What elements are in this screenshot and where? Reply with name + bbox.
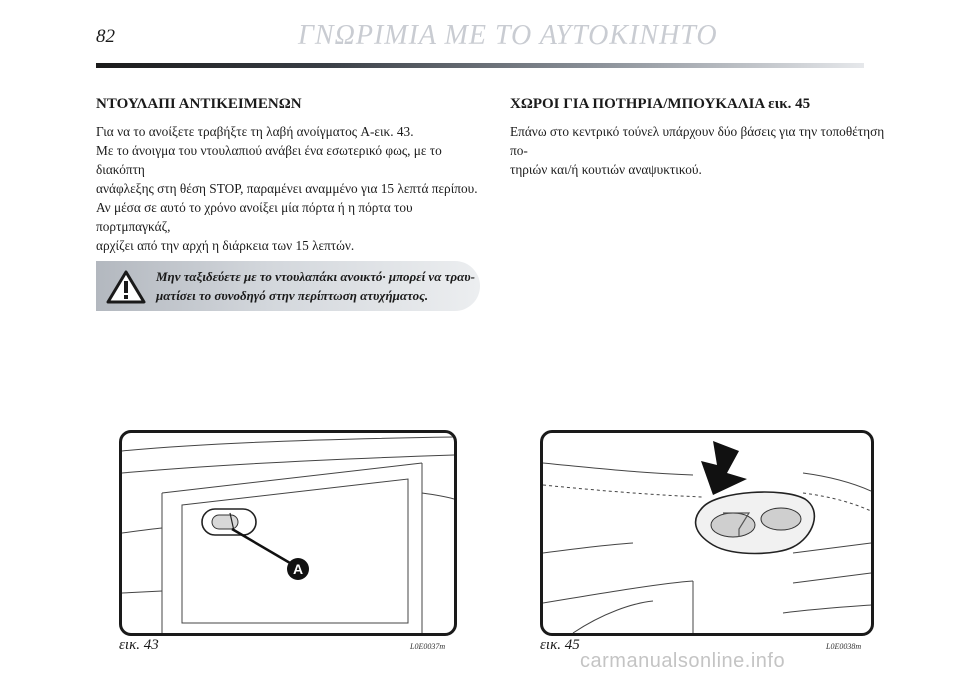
warning-line: ματίσει το συνοδηγό στην περίπτωση ατυχήματος.: [156, 288, 429, 303]
paragraph-line: Επάνω στο κεντρικό τούνελ υπάρχουν δύο βάσεις για την τοποθέτηση πο-: [510, 124, 885, 158]
figure-43-caption: εικ. 43: [119, 637, 159, 653]
cupholder-icon: [696, 492, 815, 553]
paragraph-line: ανάφλεξης στη θέση STOP, παραμένει αναμμένο για 15 λεπτά περίπου.: [96, 181, 478, 196]
glovebox-section-title: ΝΤΟΥΛΑΠΙ ΑΝΤΙΚΕΙΜΕΝΩΝ: [96, 96, 302, 112]
figure-43-glovebox: [119, 430, 457, 636]
watermark: carmanualsonline.info: [580, 650, 786, 672]
chapter-title: ΓΝΩΡΙΜΙΑ ΜΕ ΤΟ ΑΥΤΟΚΙΝΗΤΟ: [298, 20, 718, 51]
figure-45-code: L0E0038m: [826, 642, 862, 651]
warning-triangle-icon: [106, 270, 146, 304]
paragraph-line: τηριών και/ή κουτιών αναψυκτικού.: [510, 162, 702, 177]
paragraph-line: Με το άνοιγμα του ντουλαπιού ανάβει ένα εσωτερικό φως, με το διακόπτη: [96, 143, 442, 177]
callout-a-label: A: [292, 561, 304, 577]
warning-line: Μην ταξιδεύετε με το ντουλαπάκι ανοικτό· μπορεί να τραυ-: [156, 269, 476, 284]
cupholder-illustration: [543, 433, 871, 633]
warning-text: [156, 267, 476, 305]
glovebox-illustration: [122, 433, 454, 633]
page-number: 82: [96, 26, 115, 47]
glovebox-handle-icon: [202, 509, 256, 535]
header-rule: [96, 63, 864, 68]
cupholder-paragraph: [510, 122, 890, 179]
paragraph-line: Αν μέσα σε αυτό το χρόνο ανοίξει μία πόρτα ή η πόρτα του πορτμπαγκάζ,: [96, 200, 413, 234]
cupholder-section-title: ΧΩΡΟΙ ΓΙΑ ΠΟΤΗΡΙΑ/ΜΠΟΥΚΑΛΙΑ εικ. 45: [510, 96, 811, 112]
figure-43-code: L0E0037m: [410, 642, 446, 651]
figure-45-cupholders: [540, 430, 874, 636]
figure-45-caption: εικ. 45: [540, 637, 580, 653]
paragraph-line: αρχίζει από την αρχή η διάρκεια των 15 λεπτών.: [96, 238, 355, 253]
arrow-down-icon: [701, 441, 747, 495]
glovebox-paragraph: [96, 122, 486, 255]
paragraph-line: Για να το ανοίξετε τραβήξτε τη λαβή ανοίγματος A-εικ. 43.: [96, 124, 414, 139]
